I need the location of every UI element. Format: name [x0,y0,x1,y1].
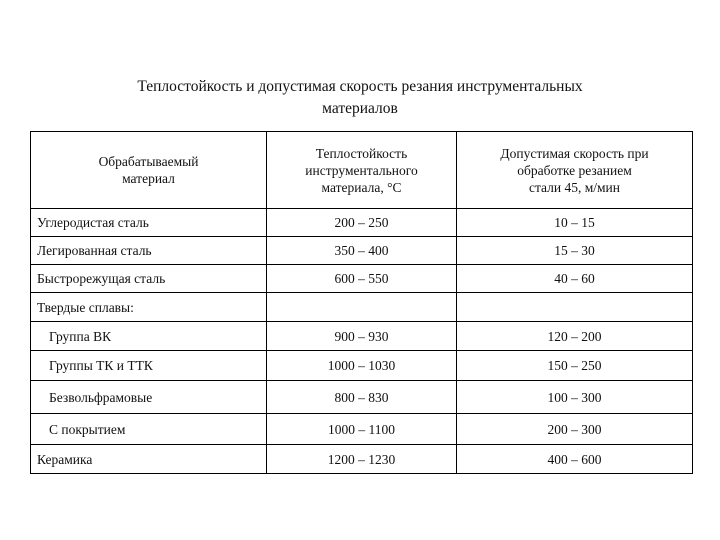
table-row [31,351,693,381]
row-material: Группа ВК [31,322,267,351]
row-heat: 600 – 550 [267,265,457,293]
row-material: Керамика [31,445,267,474]
row-heat: 1200 – 1230 [267,445,457,474]
row-material: Быстрорежущая сталь [31,265,267,293]
row-material: Легированная сталь [31,237,267,265]
table-row [31,381,693,414]
row-speed: 150 – 250 [457,351,693,381]
row-heat: 200 – 250 [267,209,457,237]
row-speed: 120 – 200 [457,322,693,351]
header-row [31,132,693,209]
header-speed-line-3: стали 45, м/мин [528,179,621,195]
row-speed: 200 – 300 [457,414,693,445]
table-title-line-1: Теплостойкость и допустимая скорость резания инструментальных [137,78,583,95]
header-material [31,132,267,209]
row-speed: 400 – 600 [457,445,693,474]
header-material-line-2: материал [122,171,175,186]
row-material: Безвольфрамовые [31,381,267,414]
table-row [31,322,693,351]
table-row [31,265,693,293]
table-row [31,237,693,265]
row-speed: 10 – 15 [457,209,693,237]
header-heat-line-1: Теплостойкость [315,145,408,161]
header-heat-line-2: инструментального [305,162,418,178]
table-row [31,209,693,237]
table-row [31,414,693,445]
row-speed: 100 – 300 [457,381,693,414]
row-material: Твердые сплавы: [31,293,267,322]
header-speed-line-2: обработке резанием [517,162,632,178]
data-table [30,131,693,474]
row-heat: 350 – 400 [267,237,457,265]
row-material: С покрытием [31,414,267,445]
header-speed-line-1: Допустимая скорость при [500,145,649,161]
header-heat-line-3: материала, °С [321,179,402,195]
header-cutting-speed [457,132,693,209]
table-title [0,76,720,120]
header-heat-resistance [267,132,457,209]
row-heat: 800 – 830 [267,381,457,414]
table-title-line-2: материалов [322,100,398,117]
row-heat [267,293,457,322]
row-speed: 15 – 30 [457,237,693,265]
table-row [31,293,693,322]
row-speed: 40 – 60 [457,265,693,293]
row-material: Группы ТК и ТТК [31,351,267,381]
row-material: Углеродистая сталь [31,209,267,237]
row-speed [457,293,693,322]
header-material-line-1: Обрабатываемый [98,154,199,169]
row-heat: 1000 – 1100 [267,414,457,445]
row-heat: 900 – 930 [267,322,457,351]
table-row [31,445,693,474]
row-heat: 1000 – 1030 [267,351,457,381]
